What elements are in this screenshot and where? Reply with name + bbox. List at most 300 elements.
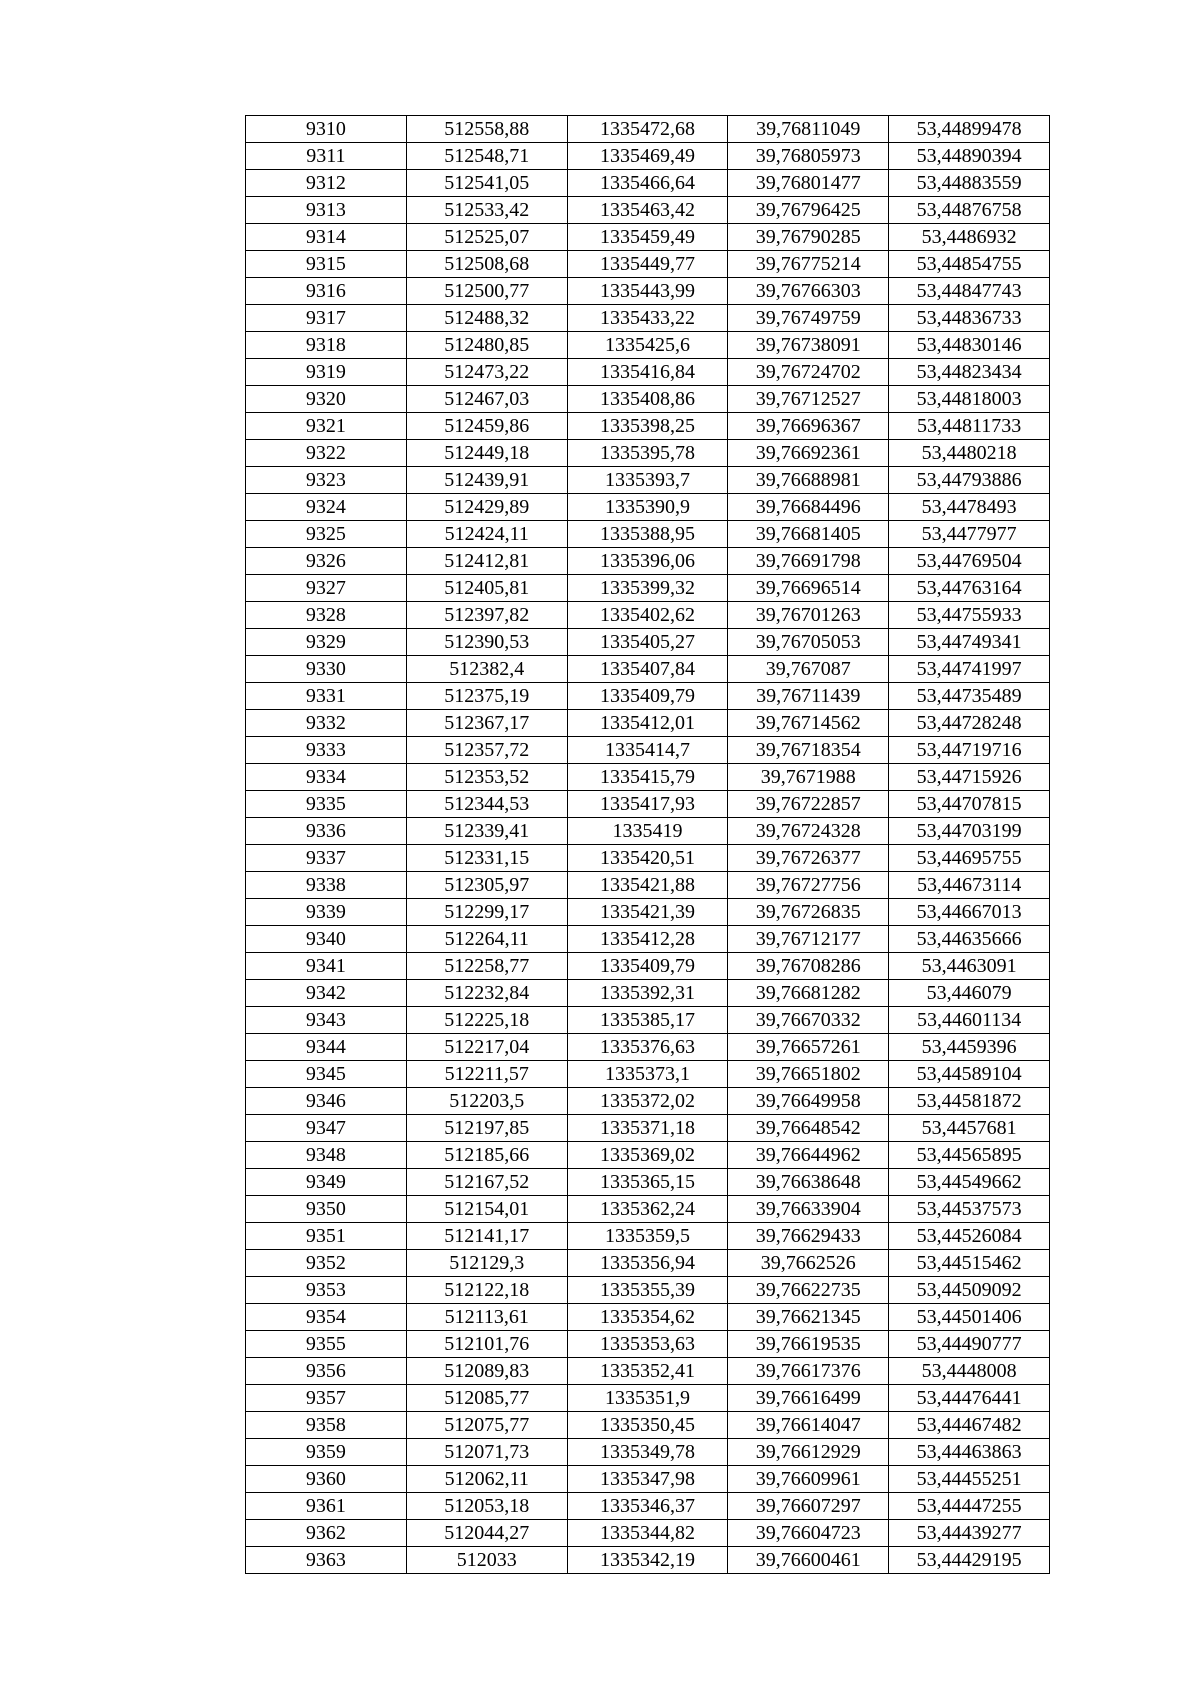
point-number-cell: 9346 xyxy=(246,1088,407,1115)
table-row xyxy=(246,251,1050,278)
point-number-cell: 9323 xyxy=(246,467,407,494)
point-number-cell: 9314 xyxy=(246,224,407,251)
longitude-cell: 39,76711439 xyxy=(728,683,889,710)
longitude-cell: 39,76612929 xyxy=(728,1439,889,1466)
longitude-cell: 39,76766303 xyxy=(728,278,889,305)
y-coordinate-cell: 1335419 xyxy=(567,818,728,845)
table-row xyxy=(246,872,1050,899)
latitude-cell: 53,44854755 xyxy=(889,251,1050,278)
latitude-cell: 53,44526084 xyxy=(889,1223,1050,1250)
longitude-cell: 39,76738091 xyxy=(728,332,889,359)
y-coordinate-cell: 1335412,01 xyxy=(567,710,728,737)
x-coordinate-cell: 512167,52 xyxy=(406,1169,567,1196)
table-row xyxy=(246,602,1050,629)
longitude-cell: 39,76727756 xyxy=(728,872,889,899)
longitude-cell: 39,76796425 xyxy=(728,197,889,224)
point-number-cell: 9318 xyxy=(246,332,407,359)
x-coordinate-cell: 512344,53 xyxy=(406,791,567,818)
point-number-cell: 9362 xyxy=(246,1520,407,1547)
latitude-cell: 53,44463863 xyxy=(889,1439,1050,1466)
x-coordinate-cell: 512053,18 xyxy=(406,1493,567,1520)
longitude-cell: 39,76617376 xyxy=(728,1358,889,1385)
latitude-cell: 53,44455251 xyxy=(889,1466,1050,1493)
latitude-cell: 53,44635666 xyxy=(889,926,1050,953)
latitude-cell: 53,4477977 xyxy=(889,521,1050,548)
latitude-cell: 53,44501406 xyxy=(889,1304,1050,1331)
longitude-cell: 39,7671988 xyxy=(728,764,889,791)
longitude-cell: 39,76600461 xyxy=(728,1547,889,1574)
point-number-cell: 9355 xyxy=(246,1331,407,1358)
longitude-cell: 39,76714562 xyxy=(728,710,889,737)
latitude-cell: 53,4459396 xyxy=(889,1034,1050,1061)
longitude-cell: 39,76638648 xyxy=(728,1169,889,1196)
latitude-cell: 53,44749341 xyxy=(889,629,1050,656)
longitude-cell: 39,76775214 xyxy=(728,251,889,278)
x-coordinate-cell: 512258,77 xyxy=(406,953,567,980)
latitude-cell: 53,4486932 xyxy=(889,224,1050,251)
x-coordinate-cell: 512154,01 xyxy=(406,1196,567,1223)
point-number-cell: 9339 xyxy=(246,899,407,926)
longitude-cell: 39,76604723 xyxy=(728,1520,889,1547)
point-number-cell: 9316 xyxy=(246,278,407,305)
x-coordinate-cell: 512533,42 xyxy=(406,197,567,224)
table-row xyxy=(246,413,1050,440)
latitude-cell: 53,44589104 xyxy=(889,1061,1050,1088)
x-coordinate-cell: 512225,18 xyxy=(406,1007,567,1034)
x-coordinate-cell: 512390,53 xyxy=(406,629,567,656)
table-row xyxy=(246,1439,1050,1466)
longitude-cell: 39,76607297 xyxy=(728,1493,889,1520)
latitude-cell: 53,44899478 xyxy=(889,116,1050,143)
table-row xyxy=(246,1385,1050,1412)
table-row xyxy=(246,818,1050,845)
point-number-cell: 9331 xyxy=(246,683,407,710)
point-number-cell: 9341 xyxy=(246,953,407,980)
table-row xyxy=(246,521,1050,548)
x-coordinate-cell: 512197,85 xyxy=(406,1115,567,1142)
latitude-cell: 53,4480218 xyxy=(889,440,1050,467)
longitude-cell: 39,76696367 xyxy=(728,413,889,440)
y-coordinate-cell: 1335469,49 xyxy=(567,143,728,170)
y-coordinate-cell: 1335409,79 xyxy=(567,683,728,710)
table-row xyxy=(246,359,1050,386)
point-number-cell: 9312 xyxy=(246,170,407,197)
table-row xyxy=(246,197,1050,224)
y-coordinate-cell: 1335409,79 xyxy=(567,953,728,980)
point-number-cell: 9330 xyxy=(246,656,407,683)
point-number-cell: 9313 xyxy=(246,197,407,224)
longitude-cell: 39,76708286 xyxy=(728,953,889,980)
point-number-cell: 9350 xyxy=(246,1196,407,1223)
table-row xyxy=(246,440,1050,467)
y-coordinate-cell: 1335365,15 xyxy=(567,1169,728,1196)
y-coordinate-cell: 1335349,78 xyxy=(567,1439,728,1466)
y-coordinate-cell: 1335347,98 xyxy=(567,1466,728,1493)
longitude-cell: 39,76749759 xyxy=(728,305,889,332)
longitude-cell: 39,76616499 xyxy=(728,1385,889,1412)
table-row xyxy=(246,1358,1050,1385)
point-number-cell: 9342 xyxy=(246,980,407,1007)
table-row xyxy=(246,1412,1050,1439)
point-number-cell: 9340 xyxy=(246,926,407,953)
y-coordinate-cell: 1335351,9 xyxy=(567,1385,728,1412)
table-row xyxy=(246,1250,1050,1277)
table-row xyxy=(246,170,1050,197)
point-number-cell: 9343 xyxy=(246,1007,407,1034)
longitude-cell: 39,76657261 xyxy=(728,1034,889,1061)
y-coordinate-cell: 1335376,63 xyxy=(567,1034,728,1061)
y-coordinate-cell: 1335359,5 xyxy=(567,1223,728,1250)
y-coordinate-cell: 1335392,31 xyxy=(567,980,728,1007)
x-coordinate-cell: 512044,27 xyxy=(406,1520,567,1547)
table-row xyxy=(246,1061,1050,1088)
y-coordinate-cell: 1335415,79 xyxy=(567,764,728,791)
latitude-cell: 53,44769504 xyxy=(889,548,1050,575)
y-coordinate-cell: 1335395,78 xyxy=(567,440,728,467)
x-coordinate-cell: 512548,71 xyxy=(406,143,567,170)
longitude-cell: 39,76614047 xyxy=(728,1412,889,1439)
latitude-cell: 53,4457681 xyxy=(889,1115,1050,1142)
x-coordinate-cell: 512367,17 xyxy=(406,710,567,737)
x-coordinate-cell: 512558,88 xyxy=(406,116,567,143)
point-number-cell: 9337 xyxy=(246,845,407,872)
y-coordinate-cell: 1335385,17 xyxy=(567,1007,728,1034)
latitude-cell: 53,44847743 xyxy=(889,278,1050,305)
x-coordinate-cell: 512085,77 xyxy=(406,1385,567,1412)
point-number-cell: 9333 xyxy=(246,737,407,764)
table-row xyxy=(246,386,1050,413)
table-row xyxy=(246,980,1050,1007)
point-number-cell: 9361 xyxy=(246,1493,407,1520)
latitude-cell: 53,44707815 xyxy=(889,791,1050,818)
table-row xyxy=(246,143,1050,170)
longitude-cell: 39,76691798 xyxy=(728,548,889,575)
y-coordinate-cell: 1335353,63 xyxy=(567,1331,728,1358)
point-number-cell: 9354 xyxy=(246,1304,407,1331)
table-row xyxy=(246,548,1050,575)
latitude-cell: 53,44830146 xyxy=(889,332,1050,359)
table-row xyxy=(246,899,1050,926)
point-number-cell: 9334 xyxy=(246,764,407,791)
point-number-cell: 9344 xyxy=(246,1034,407,1061)
x-coordinate-cell: 512299,17 xyxy=(406,899,567,926)
latitude-cell: 53,4478493 xyxy=(889,494,1050,521)
x-coordinate-cell: 512185,66 xyxy=(406,1142,567,1169)
y-coordinate-cell: 1335405,27 xyxy=(567,629,728,656)
x-coordinate-cell: 512101,76 xyxy=(406,1331,567,1358)
y-coordinate-cell: 1335420,51 xyxy=(567,845,728,872)
table-row xyxy=(246,1169,1050,1196)
table-row xyxy=(246,1304,1050,1331)
y-coordinate-cell: 1335412,28 xyxy=(567,926,728,953)
point-number-cell: 9345 xyxy=(246,1061,407,1088)
latitude-cell: 53,44601134 xyxy=(889,1007,1050,1034)
y-coordinate-cell: 1335342,19 xyxy=(567,1547,728,1574)
latitude-cell: 53,44476441 xyxy=(889,1385,1050,1412)
latitude-cell: 53,44515462 xyxy=(889,1250,1050,1277)
longitude-cell: 39,76701263 xyxy=(728,602,889,629)
latitude-cell: 53,44883559 xyxy=(889,170,1050,197)
x-coordinate-cell: 512508,68 xyxy=(406,251,567,278)
point-number-cell: 9353 xyxy=(246,1277,407,1304)
x-coordinate-cell: 512429,89 xyxy=(406,494,567,521)
table-row xyxy=(246,1034,1050,1061)
x-coordinate-cell: 512071,73 xyxy=(406,1439,567,1466)
longitude-cell: 39,76648542 xyxy=(728,1115,889,1142)
longitude-cell: 39,7662526 xyxy=(728,1250,889,1277)
table-row xyxy=(246,1547,1050,1574)
longitude-cell: 39,76724702 xyxy=(728,359,889,386)
longitude-cell: 39,76621345 xyxy=(728,1304,889,1331)
x-coordinate-cell: 512473,22 xyxy=(406,359,567,386)
point-number-cell: 9352 xyxy=(246,1250,407,1277)
latitude-cell: 53,44467482 xyxy=(889,1412,1050,1439)
latitude-cell: 53,44703199 xyxy=(889,818,1050,845)
point-number-cell: 9336 xyxy=(246,818,407,845)
latitude-cell: 53,4448008 xyxy=(889,1358,1050,1385)
y-coordinate-cell: 1335373,1 xyxy=(567,1061,728,1088)
y-coordinate-cell: 1335355,39 xyxy=(567,1277,728,1304)
latitude-cell: 53,44490777 xyxy=(889,1331,1050,1358)
y-coordinate-cell: 1335421,88 xyxy=(567,872,728,899)
y-coordinate-cell: 1335399,32 xyxy=(567,575,728,602)
x-coordinate-cell: 512075,77 xyxy=(406,1412,567,1439)
y-coordinate-cell: 1335372,02 xyxy=(567,1088,728,1115)
point-number-cell: 9311 xyxy=(246,143,407,170)
point-number-cell: 9324 xyxy=(246,494,407,521)
table-row xyxy=(246,1196,1050,1223)
point-number-cell: 9317 xyxy=(246,305,407,332)
latitude-cell: 53,44741997 xyxy=(889,656,1050,683)
y-coordinate-cell: 1335396,06 xyxy=(567,548,728,575)
table-row xyxy=(246,1088,1050,1115)
point-number-cell: 9328 xyxy=(246,602,407,629)
latitude-cell: 53,44719716 xyxy=(889,737,1050,764)
point-number-cell: 9332 xyxy=(246,710,407,737)
y-coordinate-cell: 1335362,24 xyxy=(567,1196,728,1223)
latitude-cell: 53,44565895 xyxy=(889,1142,1050,1169)
longitude-cell: 39,76609961 xyxy=(728,1466,889,1493)
x-coordinate-cell: 512062,11 xyxy=(406,1466,567,1493)
latitude-cell: 53,44715926 xyxy=(889,764,1050,791)
y-coordinate-cell: 1335472,68 xyxy=(567,116,728,143)
table-row xyxy=(246,116,1050,143)
y-coordinate-cell: 1335414,7 xyxy=(567,737,728,764)
y-coordinate-cell: 1335417,93 xyxy=(567,791,728,818)
x-coordinate-cell: 512412,81 xyxy=(406,548,567,575)
latitude-cell: 53,44581872 xyxy=(889,1088,1050,1115)
y-coordinate-cell: 1335371,18 xyxy=(567,1115,728,1142)
point-number-cell: 9325 xyxy=(246,521,407,548)
longitude-cell: 39,76684496 xyxy=(728,494,889,521)
table-row xyxy=(246,791,1050,818)
x-coordinate-cell: 512203,5 xyxy=(406,1088,567,1115)
point-number-cell: 9310 xyxy=(246,116,407,143)
y-coordinate-cell: 1335344,82 xyxy=(567,1520,728,1547)
y-coordinate-cell: 1335466,64 xyxy=(567,170,728,197)
point-number-cell: 9347 xyxy=(246,1115,407,1142)
x-coordinate-cell: 512488,32 xyxy=(406,305,567,332)
table-row xyxy=(246,845,1050,872)
y-coordinate-cell: 1335346,37 xyxy=(567,1493,728,1520)
table-row xyxy=(246,953,1050,980)
longitude-cell: 39,76712177 xyxy=(728,926,889,953)
latitude-cell: 53,44673114 xyxy=(889,872,1050,899)
y-coordinate-cell: 1335425,6 xyxy=(567,332,728,359)
longitude-cell: 39,76629433 xyxy=(728,1223,889,1250)
table-row xyxy=(246,494,1050,521)
x-coordinate-cell: 512232,84 xyxy=(406,980,567,1007)
point-number-cell: 9349 xyxy=(246,1169,407,1196)
latitude-cell: 53,44667013 xyxy=(889,899,1050,926)
x-coordinate-cell: 512141,17 xyxy=(406,1223,567,1250)
y-coordinate-cell: 1335459,49 xyxy=(567,224,728,251)
x-coordinate-cell: 512211,57 xyxy=(406,1061,567,1088)
x-coordinate-cell: 512331,15 xyxy=(406,845,567,872)
longitude-cell: 39,76688981 xyxy=(728,467,889,494)
point-number-cell: 9319 xyxy=(246,359,407,386)
longitude-cell: 39,76692361 xyxy=(728,440,889,467)
longitude-cell: 39,76670332 xyxy=(728,1007,889,1034)
y-coordinate-cell: 1335352,41 xyxy=(567,1358,728,1385)
x-coordinate-cell: 512439,91 xyxy=(406,467,567,494)
longitude-cell: 39,76649958 xyxy=(728,1088,889,1115)
y-coordinate-cell: 1335416,84 xyxy=(567,359,728,386)
latitude-cell: 53,44823434 xyxy=(889,359,1050,386)
y-coordinate-cell: 1335449,77 xyxy=(567,251,728,278)
x-coordinate-cell: 512500,77 xyxy=(406,278,567,305)
point-number-cell: 9335 xyxy=(246,791,407,818)
x-coordinate-cell: 512424,11 xyxy=(406,521,567,548)
longitude-cell: 39,76801477 xyxy=(728,170,889,197)
x-coordinate-cell: 512264,11 xyxy=(406,926,567,953)
table-row xyxy=(246,575,1050,602)
latitude-cell: 53,44509092 xyxy=(889,1277,1050,1304)
latitude-cell: 53,44793886 xyxy=(889,467,1050,494)
latitude-cell: 53,44836733 xyxy=(889,305,1050,332)
x-coordinate-cell: 512217,04 xyxy=(406,1034,567,1061)
table-row xyxy=(246,1223,1050,1250)
longitude-cell: 39,76619535 xyxy=(728,1331,889,1358)
table-row xyxy=(246,683,1050,710)
point-number-cell: 9356 xyxy=(246,1358,407,1385)
x-coordinate-cell: 512480,85 xyxy=(406,332,567,359)
point-number-cell: 9320 xyxy=(246,386,407,413)
table-row xyxy=(246,305,1050,332)
latitude-cell: 53,44755933 xyxy=(889,602,1050,629)
point-number-cell: 9338 xyxy=(246,872,407,899)
y-coordinate-cell: 1335354,62 xyxy=(567,1304,728,1331)
x-coordinate-cell: 512375,19 xyxy=(406,683,567,710)
longitude-cell: 39,76811049 xyxy=(728,116,889,143)
x-coordinate-cell: 512405,81 xyxy=(406,575,567,602)
latitude-cell: 53,44811733 xyxy=(889,413,1050,440)
y-coordinate-cell: 1335388,95 xyxy=(567,521,728,548)
x-coordinate-cell: 512525,07 xyxy=(406,224,567,251)
latitude-cell: 53,44735489 xyxy=(889,683,1050,710)
latitude-cell: 53,44695755 xyxy=(889,845,1050,872)
y-coordinate-cell: 1335350,45 xyxy=(567,1412,728,1439)
x-coordinate-cell: 512305,97 xyxy=(406,872,567,899)
latitude-cell: 53,44763164 xyxy=(889,575,1050,602)
table-row xyxy=(246,1520,1050,1547)
x-coordinate-cell: 512122,18 xyxy=(406,1277,567,1304)
longitude-cell: 39,76651802 xyxy=(728,1061,889,1088)
y-coordinate-cell: 1335402,62 xyxy=(567,602,728,629)
point-number-cell: 9321 xyxy=(246,413,407,440)
latitude-cell: 53,446079 xyxy=(889,980,1050,1007)
x-coordinate-cell: 512382,4 xyxy=(406,656,567,683)
latitude-cell: 53,44818003 xyxy=(889,386,1050,413)
x-coordinate-cell: 512113,61 xyxy=(406,1304,567,1331)
point-number-cell: 9348 xyxy=(246,1142,407,1169)
point-number-cell: 9360 xyxy=(246,1466,407,1493)
longitude-cell: 39,76805973 xyxy=(728,143,889,170)
longitude-cell: 39,76705053 xyxy=(728,629,889,656)
x-coordinate-cell: 512357,72 xyxy=(406,737,567,764)
table-row xyxy=(246,278,1050,305)
y-coordinate-cell: 1335443,99 xyxy=(567,278,728,305)
x-coordinate-cell: 512353,52 xyxy=(406,764,567,791)
y-coordinate-cell: 1335463,42 xyxy=(567,197,728,224)
y-coordinate-cell: 1335390,9 xyxy=(567,494,728,521)
table-row xyxy=(246,1007,1050,1034)
latitude-cell: 53,44728248 xyxy=(889,710,1050,737)
y-coordinate-cell: 1335433,22 xyxy=(567,305,728,332)
table-row xyxy=(246,467,1050,494)
table-row xyxy=(246,1493,1050,1520)
longitude-cell: 39,76718354 xyxy=(728,737,889,764)
x-coordinate-cell: 512129,3 xyxy=(406,1250,567,1277)
x-coordinate-cell: 512089,83 xyxy=(406,1358,567,1385)
x-coordinate-cell: 512449,18 xyxy=(406,440,567,467)
point-number-cell: 9358 xyxy=(246,1412,407,1439)
longitude-cell: 39,76633904 xyxy=(728,1196,889,1223)
table-row xyxy=(246,710,1050,737)
point-number-cell: 9357 xyxy=(246,1385,407,1412)
latitude-cell: 53,44537573 xyxy=(889,1196,1050,1223)
longitude-cell: 39,76712527 xyxy=(728,386,889,413)
point-number-cell: 9327 xyxy=(246,575,407,602)
table-row xyxy=(246,1142,1050,1169)
longitude-cell: 39,76722857 xyxy=(728,791,889,818)
latitude-cell: 53,44890394 xyxy=(889,143,1050,170)
y-coordinate-cell: 1335398,25 xyxy=(567,413,728,440)
y-coordinate-cell: 1335369,02 xyxy=(567,1142,728,1169)
latitude-cell: 53,4463091 xyxy=(889,953,1050,980)
y-coordinate-cell: 1335421,39 xyxy=(567,899,728,926)
longitude-cell: 39,76681405 xyxy=(728,521,889,548)
table-row xyxy=(246,332,1050,359)
point-number-cell: 9326 xyxy=(246,548,407,575)
longitude-cell: 39,76644962 xyxy=(728,1142,889,1169)
point-number-cell: 9359 xyxy=(246,1439,407,1466)
coordinates-table-body xyxy=(246,116,1050,1574)
y-coordinate-cell: 1335393,7 xyxy=(567,467,728,494)
longitude-cell: 39,767087 xyxy=(728,656,889,683)
point-number-cell: 9363 xyxy=(246,1547,407,1574)
latitude-cell: 53,44429195 xyxy=(889,1547,1050,1574)
y-coordinate-cell: 1335407,84 xyxy=(567,656,728,683)
y-coordinate-cell: 1335408,86 xyxy=(567,386,728,413)
table-row xyxy=(246,1331,1050,1358)
x-coordinate-cell: 512541,05 xyxy=(406,170,567,197)
x-coordinate-cell: 512339,41 xyxy=(406,818,567,845)
table-row xyxy=(246,629,1050,656)
x-coordinate-cell: 512397,82 xyxy=(406,602,567,629)
latitude-cell: 53,44876758 xyxy=(889,197,1050,224)
longitude-cell: 39,76696514 xyxy=(728,575,889,602)
